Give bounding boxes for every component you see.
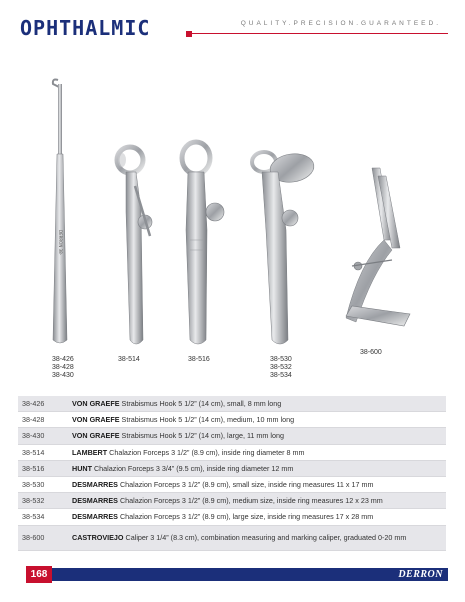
product-description: Caliper 3 1/4” (8.3 cm), combination measuring and marking caliper, graduated 0-20 mm	[125, 533, 407, 542]
page-title: OPHTHALMIC	[20, 16, 151, 40]
figure-code: 38-514	[118, 356, 140, 363]
product-name: VON GRAEFE	[72, 431, 120, 441]
figure-code: 38-428	[52, 364, 74, 371]
figure-code: 38-530	[270, 356, 292, 363]
figure-code: 38-532	[270, 364, 292, 371]
figure-code: 38-426	[52, 356, 74, 363]
product-description: Chalazion Forceps 3 1/2” (8.9 cm), large size, inside ring measures 17 x 28 mm	[119, 512, 374, 522]
product-description-cell	[68, 428, 446, 444]
product-name: DESMARRES	[72, 480, 118, 490]
figure-code: 38-534	[270, 372, 292, 379]
product-code: 38-426	[22, 399, 45, 409]
lambert-forceps-image	[117, 147, 152, 344]
product-description: Strabismus Hook 5 1/2” (14 cm), small, 8 mm long	[121, 399, 282, 409]
product-code: 38-530	[22, 480, 45, 490]
product-code: 38-514	[22, 447, 45, 457]
castroviejo-caliper-image	[346, 168, 410, 326]
lambert-code-label	[118, 356, 140, 364]
product-description: Strabismus Hook 5 1/2” (14 cm), medium, 10 mm long	[121, 415, 295, 425]
castroviejo-code-label	[360, 349, 382, 357]
product-description: Chalazion Forceps 3 1/2” (8.9 cm), small size, inside ring measures 11 x 17 mm	[119, 480, 374, 490]
product-row	[18, 493, 446, 509]
product-description: Strabismus Hook 5 1/2” (14 cm), large, 11 mm long	[121, 431, 284, 441]
product-description-cell	[68, 396, 446, 412]
product-description-cell	[68, 444, 446, 460]
svg-text:DERRON 38-: DERRON 38-	[58, 230, 63, 256]
product-code: 38-600	[22, 533, 45, 542]
product-description-cell	[68, 412, 446, 428]
product-code: 38-534	[22, 512, 45, 522]
hunt-forceps-image	[182, 142, 224, 344]
product-description: Chalazion Forceps 3 1/2” (8.9 cm), inside ring diameter 8 mm	[109, 447, 305, 457]
product-name: DESMARRES	[72, 512, 118, 522]
product-code: 38-428	[22, 415, 45, 425]
product-row	[18, 525, 446, 550]
product-description: Chalazion Forceps 3 1/2” (8.9 cm), medium size, inside ring measures 12 x 23 mm	[119, 496, 383, 506]
desmarres-forceps-image	[252, 151, 316, 344]
product-name: VON GRAEFE	[72, 415, 120, 425]
desmarres-code-labels	[270, 356, 292, 380]
product-row	[18, 428, 446, 444]
hunt-code-label	[188, 356, 210, 364]
figure-code: 38-600	[360, 349, 382, 356]
product-description-cell	[68, 493, 446, 509]
figure-code: 38-516	[188, 356, 210, 363]
hook-code-labels	[52, 356, 74, 380]
product-name: VON GRAEFE	[72, 399, 120, 409]
product-code: 38-430	[22, 431, 45, 441]
product-description-cell	[68, 476, 446, 492]
product-row	[18, 509, 446, 525]
product-spec-table	[18, 396, 446, 551]
product-row	[18, 396, 446, 412]
product-row	[18, 412, 446, 428]
page-number: 168	[26, 566, 52, 583]
product-row	[18, 444, 446, 460]
product-description-cell	[68, 525, 446, 550]
footer-bar	[52, 568, 448, 581]
product-description-cell	[68, 460, 446, 476]
product-row	[18, 476, 446, 492]
brand-logo: DERRON	[398, 569, 443, 580]
product-description-cell	[68, 509, 446, 525]
product-name: CASTROVIEJO	[72, 533, 124, 542]
product-name: HUNT	[72, 463, 92, 473]
product-row	[18, 460, 446, 476]
figure-code: 38-430	[52, 372, 74, 379]
strabismus-hook-image	[53, 80, 67, 344]
product-code: 38-532	[22, 496, 45, 506]
product-name: DESMARRES	[72, 496, 118, 506]
product-code: 38-516	[22, 463, 45, 473]
product-description: Chalazion Forceps 3 3/4” (9.5 cm), inside ring diameter 12 mm	[93, 463, 294, 473]
product-name: LAMBERT	[72, 447, 108, 457]
tagline: QUALITY.PRECISION.GUARANTEED.	[240, 20, 441, 27]
